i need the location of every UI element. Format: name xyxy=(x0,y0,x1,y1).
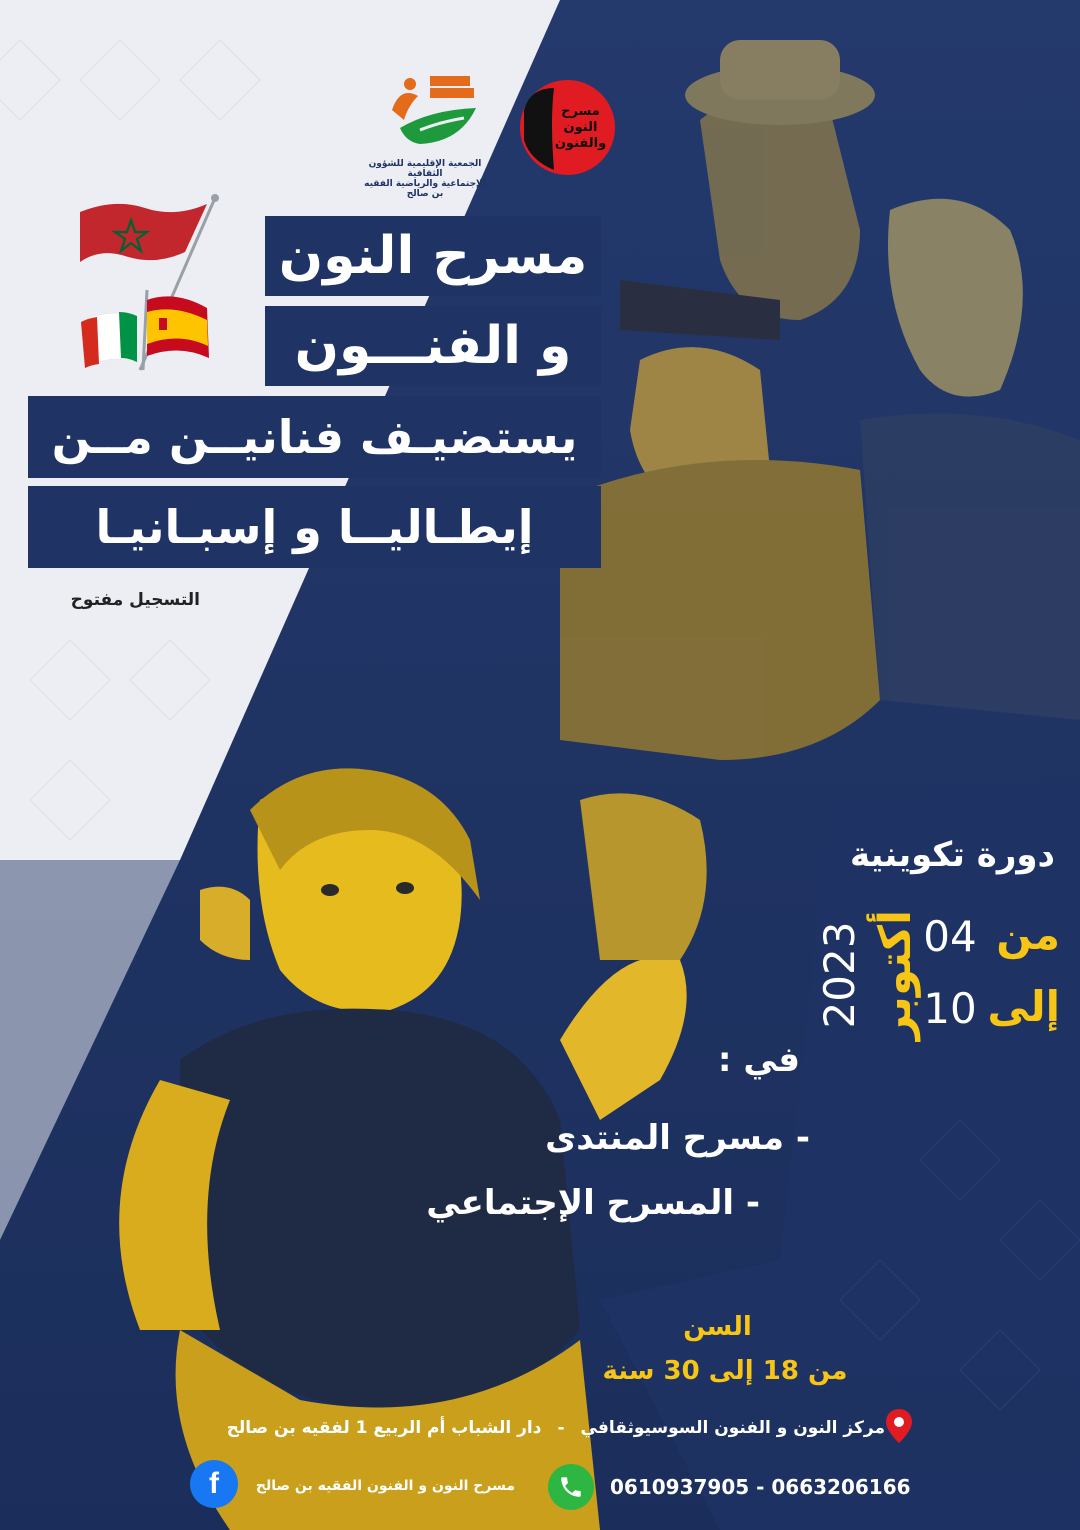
from-day: 04 xyxy=(923,912,977,961)
facebook-icon[interactable] xyxy=(190,1460,238,1508)
association-name-line2: الإجتماعية والرياضية الفقيه بن صالح xyxy=(364,179,486,199)
venue-separator: - xyxy=(557,1418,565,1438)
title-line2-text: و الفنـــون xyxy=(294,316,572,376)
title-line1-text: مسرح النون xyxy=(278,226,588,286)
phone-icon xyxy=(558,1474,584,1500)
from-label: من xyxy=(996,910,1060,959)
title-line4-text: إيطـاليــا و إسبـانيـا xyxy=(95,500,534,554)
title-line3 xyxy=(28,396,601,478)
morocco-flag xyxy=(80,204,207,262)
year-vertical: 2023 xyxy=(815,921,864,1029)
in-label: في : xyxy=(717,1040,800,1080)
spain-flag xyxy=(147,296,209,358)
phone-numbers[interactable]: 0610937905 - 0663206166 xyxy=(610,1475,911,1499)
whatsapp-icon[interactable] xyxy=(548,1464,594,1510)
title-line3-text: يستضيـف فنانيــن مــن xyxy=(51,410,578,464)
course-heading: دورة تكوينية xyxy=(849,835,1055,875)
theatre-logo xyxy=(520,80,615,175)
association-logo-mark xyxy=(360,70,490,155)
facebook-page-name[interactable]: مسرح النون و الفنون الفقيه بن صالح xyxy=(255,1478,515,1494)
month-vertical: أكتوبر xyxy=(870,909,921,1041)
age-range: من 18 إلى 30 سنة xyxy=(602,1356,848,1386)
age-label: السن xyxy=(683,1312,752,1342)
facebook-f-glyph: f xyxy=(209,1467,219,1500)
title-line1 xyxy=(265,216,601,296)
association-name-line1: الجمعية الإقليمية للشؤون الثقافية xyxy=(368,159,482,179)
registration-open: التسجيل مفتوح xyxy=(70,590,200,610)
flags-group xyxy=(75,190,225,380)
to-label: إلى xyxy=(987,982,1060,1031)
title-line4 xyxy=(28,486,601,568)
venues-line xyxy=(175,1418,885,1438)
venue-2: دار الشباب أم الربيع 1 لفقيه بن صالح xyxy=(226,1418,542,1438)
title-line2 xyxy=(265,306,601,386)
location-pin-icon xyxy=(886,1409,912,1443)
theatre-logo-text: مسرح النون والفنون xyxy=(554,103,607,151)
topic-forum-theatre: - مسرح المنتدى xyxy=(545,1118,810,1158)
venue-1: مركز النون و الفنون السوسيوثقافي xyxy=(580,1418,885,1438)
to-day: 10 xyxy=(923,984,977,1033)
italy-flag xyxy=(81,312,137,368)
topic-social-theatre: - المسرح الإجتماعي xyxy=(426,1183,760,1223)
association-logo xyxy=(360,70,490,199)
